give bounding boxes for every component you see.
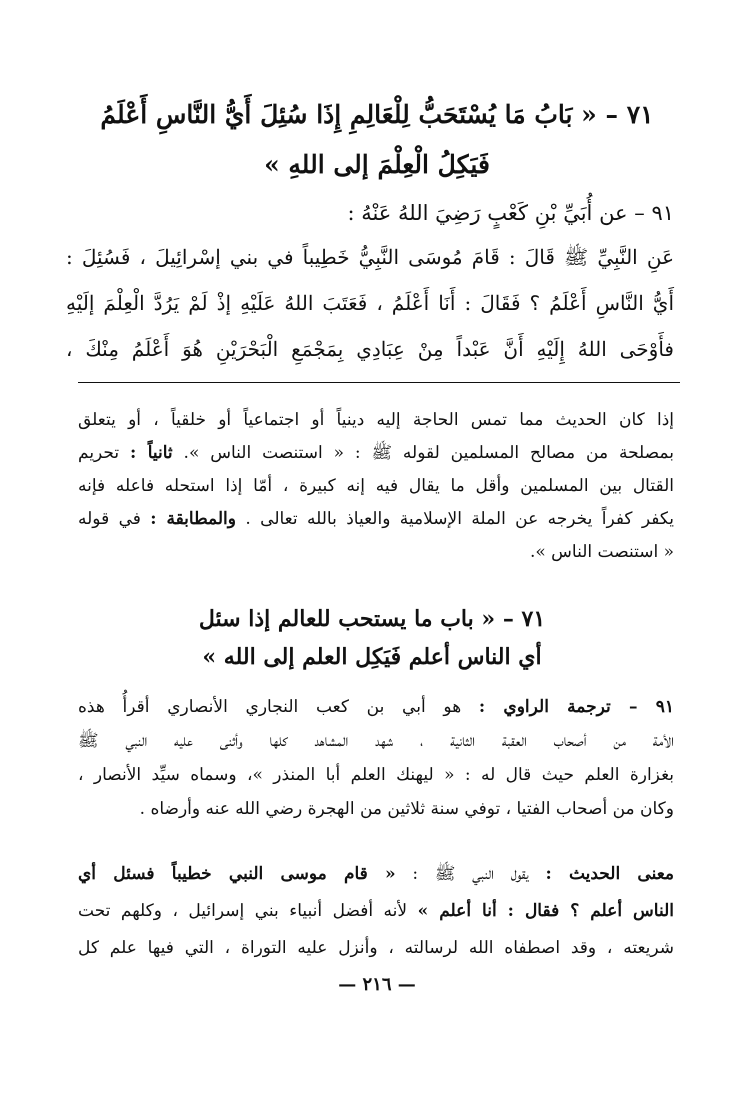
meaning-text: لأنه أفضل أنبياء بني إسرائيل ، وكلهم تحت [78, 901, 408, 921]
meaning-label: معنى الحديث : [545, 864, 675, 884]
biography-text: هو أبي بن كعب النجاري الأنصاري أقرأُ هذه [78, 697, 462, 717]
hadith-meaning [78, 856, 674, 967]
hadith-text [66, 234, 674, 372]
commentary-text: بمصلحة من مصالح المسلمين لقوله ﷺ : « استنصت الناس ». [183, 443, 674, 463]
chapter-title-second [70, 600, 674, 676]
meaning-text: يقول النبي ﷺ : [412, 864, 529, 884]
commentary-line: « استنصت الناس ». [529, 542, 674, 562]
biography-line [78, 690, 674, 724]
meaning-quote: « قام موسى النبي خطيباً فسئل أي [78, 864, 396, 884]
biography-line: وكان من أصحاب الفتيا ، توفي سنة ثلاثين من الهجرة رضي الله عنه وأرضاه . [139, 799, 674, 819]
chapter-title-second-line-2: أي الناس أعلم فَيَكِل العلم إلى الله » [202, 644, 542, 670]
meaning-line [78, 856, 674, 893]
divider-rule [78, 382, 680, 383]
commentary-text: يكفر كفراً يخرجه عن الملة الإسلامية والعياذ بالله تعالى . [245, 509, 675, 529]
chapter-title-top [70, 90, 684, 190]
biography-label: ٩١ – ترجمة الراوي : [478, 697, 674, 717]
narrator-biography [78, 690, 674, 826]
hadith-line: فأَوْحَى اللهُ إِلَيْهِ أَنَّ عَبْداً مِنْ عِبَادِي بِمَجْمَعِ الْبَحْرَيْنِ هُوَ أَعْلَمُ مِنْكَ ، [66, 337, 674, 361]
commentary-bold-label: ثانياً : [130, 443, 173, 463]
commentary-text: في قوله [78, 509, 141, 529]
commentary-line: القتال بين المسلمين وأقل ما يقال فيه إنه كبيرة ، أمّا إذا استحله فاعله فإنه [78, 476, 674, 496]
chapter-title-second-line-1: ٧١ – « باب ما يستحب للعالم إذا سئل [198, 606, 546, 632]
chapter-title-line-1: ٧١ – « بَابُ مَا يُسْتَحَبُّ لِلْعَالِمِ إِذَا سُئِلَ أَيُّ النَّاسِ أَعْلَمُ [100, 100, 654, 129]
biography-line: بغزارة العلم حيث قال له : « ليهنك العلم أبا المنذر »، وسماه سيِّد الأنصار ، [78, 765, 674, 785]
commentary-line [78, 503, 674, 536]
commentary-line: إذا كان الحديث مما تمس الحاجة إليه دينياً أو اجتماعياً أو خلقياً ، أو يتعلق [78, 410, 674, 430]
page-number: — ٢١٦ — [338, 974, 416, 995]
chapter-title-line-2: فَيَكِلُ الْعِلْمَ إلى اللهِ » [264, 150, 490, 179]
hadith-line: أَيُّ النَّاسِ أَعْلَمُ ؟ فَقَالَ : أَنَا أَعْلَمُ ، فَعَتَبَ اللهُ عَلَيْهِ إذْ لَمْ يَرُدَّ الْعِلْمَ إلَيْهِ [66, 291, 674, 315]
hadith-line: عَنِ النَّبِيِّ ﷺ قَالَ : قَامَ مُوسَى النَّبِيُّ خَطِيباً في بني إسْرائِيلَ ، فَسُئِلَ : [66, 245, 674, 269]
commentary-line [78, 437, 674, 470]
meaning-quote: الناس أعلم ؟ فقال : أنا أعلم » [417, 901, 675, 921]
meaning-line [78, 893, 674, 930]
meaning-line: شريعته ، وقد اصطفاه الله لرسالته ، وأنزل عليه التوراة ، التي فيها علم كل [78, 938, 674, 958]
hadith-intro: ٩١ – عن أُبَيِّ بْنِ كَعْبٍ رَضِيَ اللهُ عَنْهُ : [347, 201, 674, 225]
commentary [78, 404, 674, 569]
commentary-text: تحريم [78, 443, 120, 463]
biography-line: الأمة من أصحاب العقبة الثانية ، شهد المشاهد كلها وأثنى عليه النبي ﷺ [78, 731, 674, 751]
commentary-bold-label: والمطابقة : [150, 509, 236, 529]
